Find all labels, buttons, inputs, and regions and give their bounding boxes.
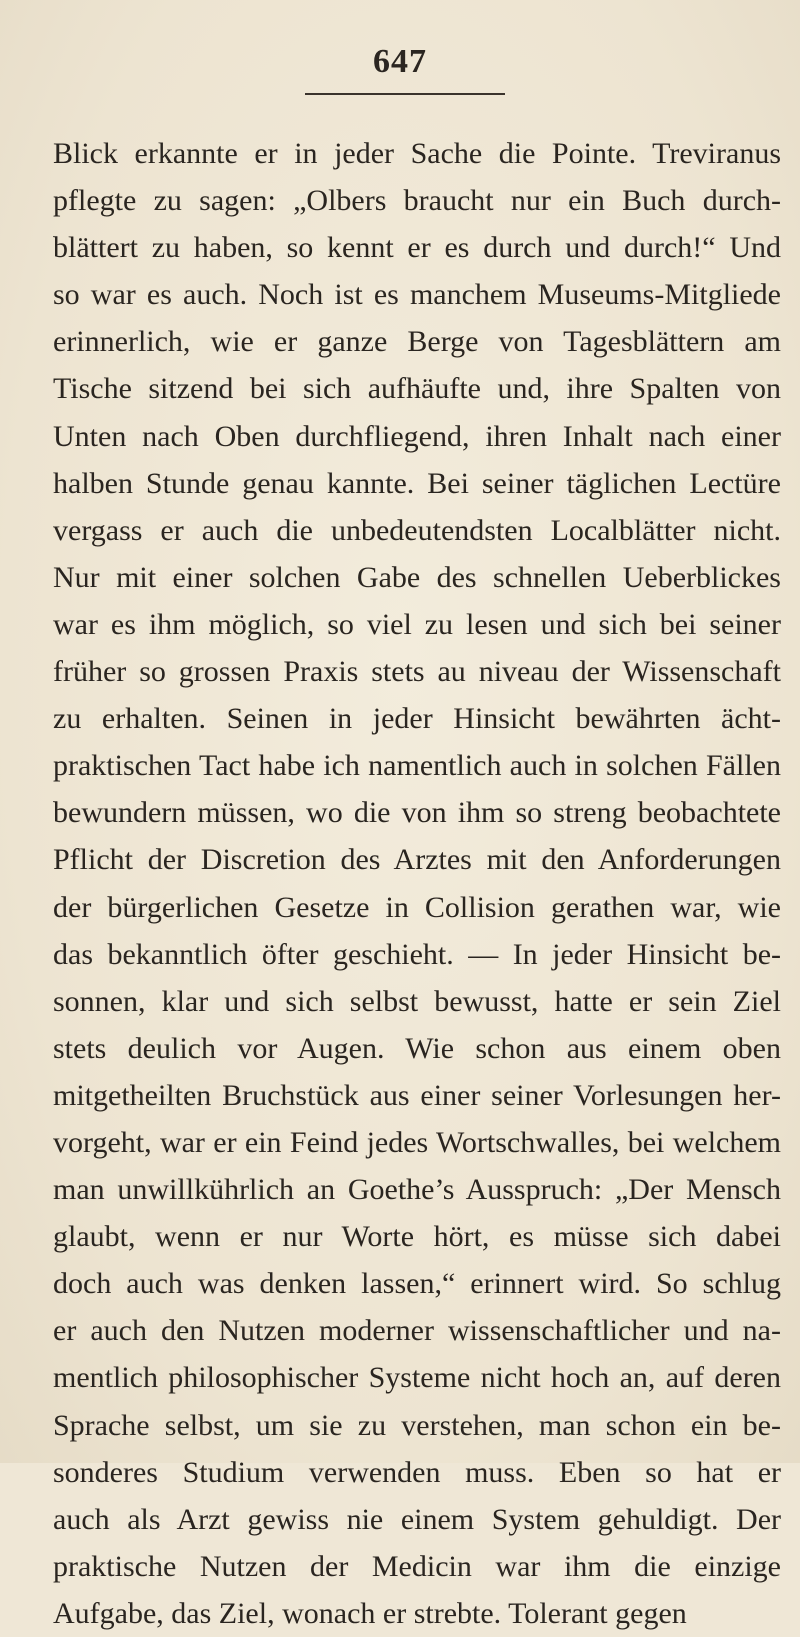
text-line: das bekanntlich öfter geschieht. — In jeder Hinsicht be- — [53, 937, 781, 971]
text-line: so war es auch. Noch ist es manchem Museums-Mitgliede — [53, 278, 781, 312]
text-line: Unten nach Oben durchfliegend, ihren Inhalt nach einer — [53, 419, 781, 453]
text-line: war es ihm möglich, so viel zu lesen und sich bei seiner — [53, 607, 781, 641]
text-line: sonderes Studium verwenden muss. Eben so hat er — [53, 1455, 781, 1489]
text-line: vergass er auch die unbedeutendsten Localblätter nicht. — [53, 513, 781, 547]
text-line: blättert zu haben, so kennt er es durch und durch!“ Und — [53, 231, 781, 265]
page-number: 647 — [373, 43, 427, 80]
text-line: früher so grossen Praxis stets au niveau der Wissenschaft — [53, 655, 781, 689]
text-line: glaubt, wenn er nur Worte hört, es müsse sich dabei — [53, 1220, 781, 1254]
text-line: auch als Arzt gewiss nie einem System gehuldigt. Der — [53, 1502, 781, 1536]
text-line: erinnerlich, wie er ganze Berge von Tagesblättern am — [53, 325, 781, 359]
header-rule — [305, 93, 505, 95]
text-line: mentlich philosophischer Systeme nicht hoch an, auf deren — [53, 1361, 781, 1395]
text-line: Nur mit einer solchen Gabe des schnellen Ueberblickes — [53, 560, 781, 594]
text-line: vorgeht, war er ein Feind jedes Wortschwalles, bei welchem — [53, 1125, 781, 1159]
text-line: Pflicht der Discretion des Arztes mit den Anforderungen — [53, 843, 781, 877]
text-line: er auch den Nutzen moderner wissenschaftlicher und na- — [53, 1314, 781, 1348]
text-line: man unwillkührlich an Goethe’s Ausspruch: „Der Mensch — [53, 1173, 781, 1207]
text-line: Tische sitzend bei sich aufhäufte und, ihre Spalten von — [53, 372, 781, 406]
text-line: stets deulich vor Augen. Wie schon aus einem oben — [53, 1031, 781, 1065]
text-line: Blick erkannte er in jeder Sache die Pointe. Treviranus — [53, 137, 781, 170]
text-line: praktische Nutzen der Medicin war ihm die einzige — [53, 1549, 781, 1583]
text-line: praktischen Tact habe ich namentlich auch in solchen Fällen — [53, 749, 781, 783]
text-line: Sprache selbst, um sie zu verstehen, man schon ein be- — [53, 1408, 781, 1442]
text-line: sonnen, klar und sich selbst bewusst, hatte er sein Ziel — [53, 984, 781, 1018]
text-line: pflegte zu sagen: „Olbers braucht nur ein Buch durch- — [53, 184, 781, 218]
text-line: mitgetheilten Bruchstück aus einer seiner Vorlesungen her- — [53, 1078, 781, 1112]
text-line: doch auch was denken lassen,“ erinnert wird. So schlug — [53, 1267, 781, 1301]
text-line: bewundern müssen, wo die von ihm so streng beobachtete — [53, 796, 781, 830]
text-line: Aufgabe, das Ziel, wonach er strebte. Tolerant gegen — [53, 1596, 687, 1630]
text-line: der bürgerlichen Gesetze in Collision gerathen war, wie — [53, 890, 781, 924]
text-line: zu erhalten. Seinen in jeder Hinsicht bewährten ächt- — [53, 702, 781, 736]
body-text — [53, 130, 781, 1637]
text-line: halben Stunde genau kannte. Bei seiner täglichen Lectüre — [53, 466, 781, 500]
